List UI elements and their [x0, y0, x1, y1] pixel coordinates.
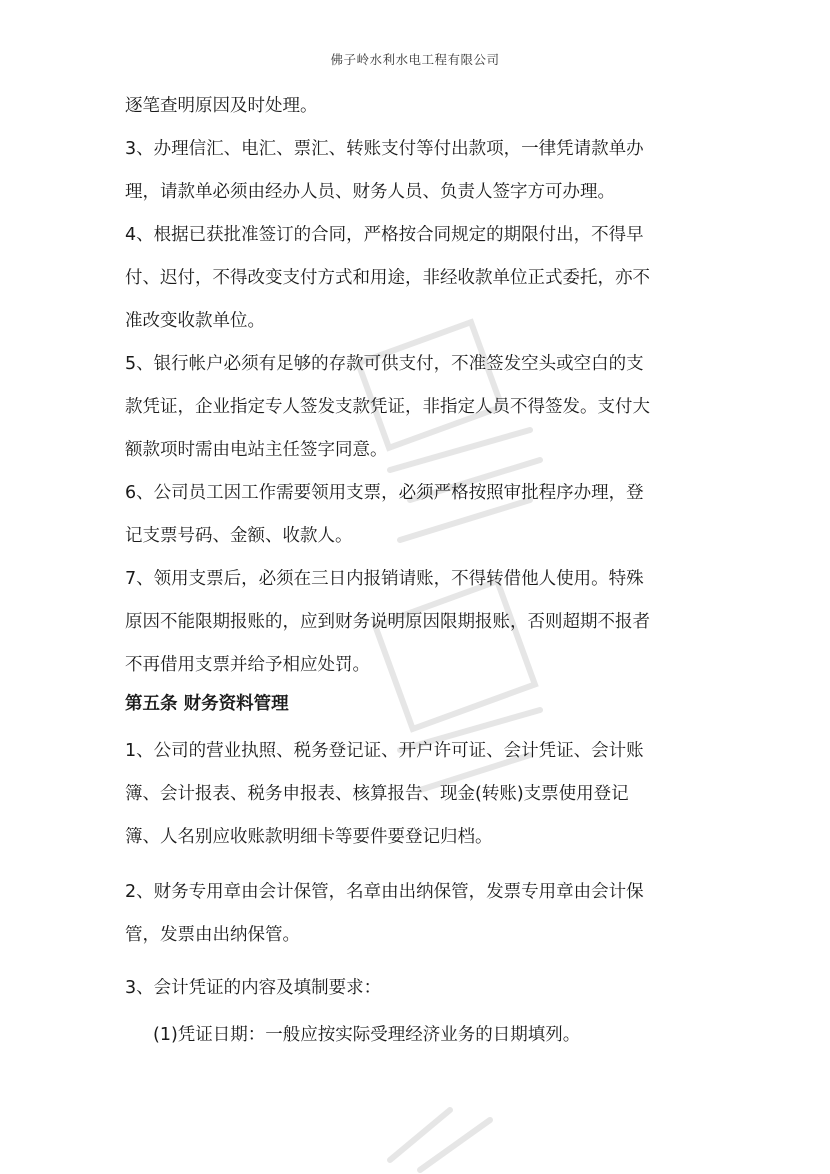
paragraph-line: 不再借用支票并给予相应处罚。: [125, 655, 370, 675]
page-header: 佛子岭水利水电工程有限公司: [330, 52, 500, 67]
paragraph-line: 原因不能限期报账的，应到财务说明原因限期报账，否则超期不报者: [125, 612, 650, 632]
paragraph-line: 簿、人名别应收账款明细卡等要件要登记归档。: [125, 827, 493, 847]
paragraph-line: 6、公司员工因工作需要领用支票，必须严格按照审批程序办理，登: [125, 483, 644, 503]
paragraph-line: (1)凭证日期：一般应按实际受理经济业务的日期填列。: [153, 1025, 581, 1045]
paragraph-line: 4、根据已获批准签订的合同，严格按合同规定的期限付出，不得早: [125, 225, 644, 245]
paragraph-line: 7、领用支票后，必须在三日内报销请账，不得转借他人使用。特殊: [125, 569, 644, 589]
paragraph-line: 额款项时需由电站主任签字同意。: [125, 440, 388, 460]
paragraph-line: 2、财务专用章由会计保管，名章由出纳保管，发票专用章由会计保: [125, 882, 644, 902]
paragraph-line: 逐笔查明原因及时处理。: [125, 96, 318, 116]
paragraph-line: 簿、会计报表、税务申报表、核算报告、现金(转账)支票使用登记: [125, 784, 629, 804]
watermark-graphic-bottom: [370, 1090, 510, 1174]
paragraph-line: 3、会计凭证的内容及填制要求：: [125, 978, 382, 998]
paragraph-line: 款凭证，企业指定专人签发支款凭证，非指定人员不得签发。支付大: [125, 397, 650, 417]
paragraph-line: 记支票号码、金额、收款人。: [125, 526, 353, 546]
paragraph-line: 付、迟付，不得改变支付方式和用途，非经收款单位正式委托，亦不: [125, 268, 650, 288]
section-heading: 第五条 财务资料管理: [125, 694, 289, 714]
paragraph-line: 准改变收款单位。: [125, 311, 265, 331]
document-body: [125, 90, 710, 1052]
paragraph-line: 理，请款单必须由经办人员、财务人员、负责人签字方可办理。: [125, 182, 615, 202]
paragraph-line: 5、银行帐户必须有足够的存款可供支付，不准签发空头或空白的支: [125, 354, 644, 374]
paragraph-line: 1、公司的营业执照、税务登记证、开户许可证、会计凭证、会计账: [125, 741, 644, 761]
paragraph-line: 3、办理信汇、电汇、票汇、转账支付等付出款项，一律凭请款单办: [125, 139, 644, 159]
paragraph-line: 管，发票由出纳保管。: [125, 925, 300, 945]
